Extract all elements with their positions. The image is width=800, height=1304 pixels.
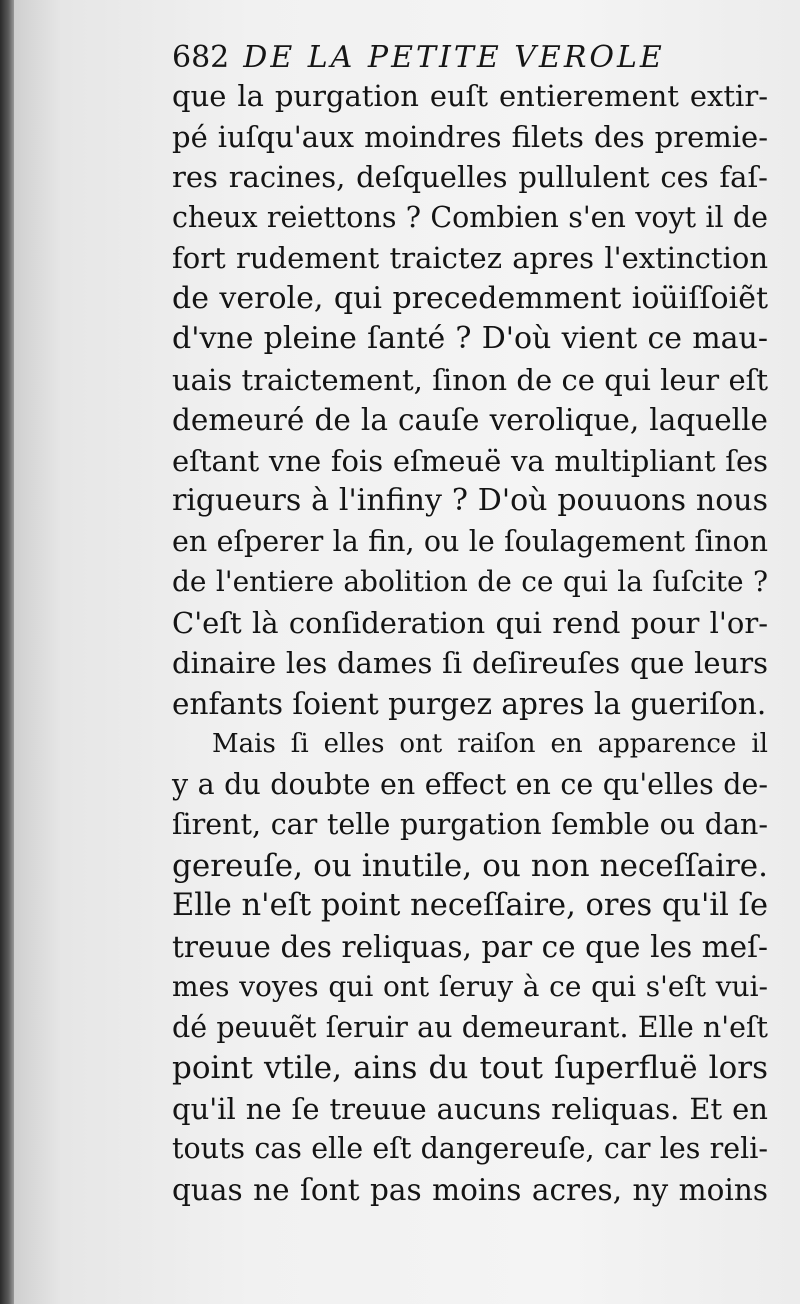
text-line: demeuré de la cauſe verolique, laquelle xyxy=(172,403,768,437)
text-line: uais traictement, ſinon de ce qui leur eſt xyxy=(172,362,768,397)
text-line: ſirent, car telle purgation ſemble ou dan- xyxy=(172,808,768,841)
running-title: DE LA PETITE VEROLE xyxy=(243,40,665,75)
text-line: point vtile, ains du tout ſuperfluë lors xyxy=(172,1050,768,1086)
paragraph-last-line: enfants ſoient purgez apres la gueriſon. xyxy=(172,686,767,721)
text-line: fort rudement traictez apres l'extinction xyxy=(172,241,768,275)
text-line: rigueurs à l'infiny ? D'où pouuons nous xyxy=(172,483,768,518)
text-line: d'vne pleine ſanté ? D'où vient ce mau- xyxy=(172,321,768,356)
text-line: de l'entiere abolition de ce qui la ſuſcite ? xyxy=(172,565,768,598)
running-header xyxy=(172,38,665,78)
book-gutter-edge xyxy=(0,0,14,1304)
text-line: que la purgation euſt entierement extir- xyxy=(172,79,768,113)
text-line: dinaire les dames ſi deſireuſes que leurs xyxy=(172,646,768,680)
text-line: de verole, qui precedemment ioüiſſoiẽt xyxy=(172,280,768,316)
page-number: 682 xyxy=(172,40,230,75)
text-line: dé peuuẽt ſeruir au demeurant. Elle n'eſt xyxy=(172,1010,768,1044)
text-line: treuue des reliquas, par ce que les meſ- xyxy=(172,929,768,964)
text-line: res racines, deſquelles pullulent ces faſ- xyxy=(172,160,768,194)
text-line: C'eſt là conſideration qui rend pour l'or- xyxy=(172,605,768,640)
text-line: pé iuſqu'aux moindres filets des premie- xyxy=(172,119,768,154)
text-line: mes voyes qui ont ſeruy à ce qui s'eſt vui- xyxy=(172,970,768,1003)
text-line: eſtant vne fois eſmeuë va multipliant ſes xyxy=(172,443,768,478)
page-body-text xyxy=(172,76,768,1210)
text-line: y a du doubte en effect en ce qu'elles de- xyxy=(172,767,768,801)
text-line: en eſperer la fin, ou le ſoulagement ſinon xyxy=(172,524,768,558)
text-line: qu'il ne ſe treuue aucuns reliquas. Et en xyxy=(172,1091,768,1126)
text-line: touts cas elle eſt dangereuſe, car les reli- xyxy=(172,1132,768,1165)
text-line: quas ne ſont pas moins acres, ny moins xyxy=(172,1172,768,1207)
text-line: Elle n'eſt point neceſſaire, ores qu'il ſe xyxy=(172,888,768,923)
text-line: cheux reiettons ? Combien s'en voyt il de xyxy=(172,200,768,234)
paragraph-first-line: Mais ſi elles ont raiſon en apparence il xyxy=(212,729,768,759)
text-line: gereuſe, ou inutile, ou non neceſſaire. xyxy=(172,847,768,884)
